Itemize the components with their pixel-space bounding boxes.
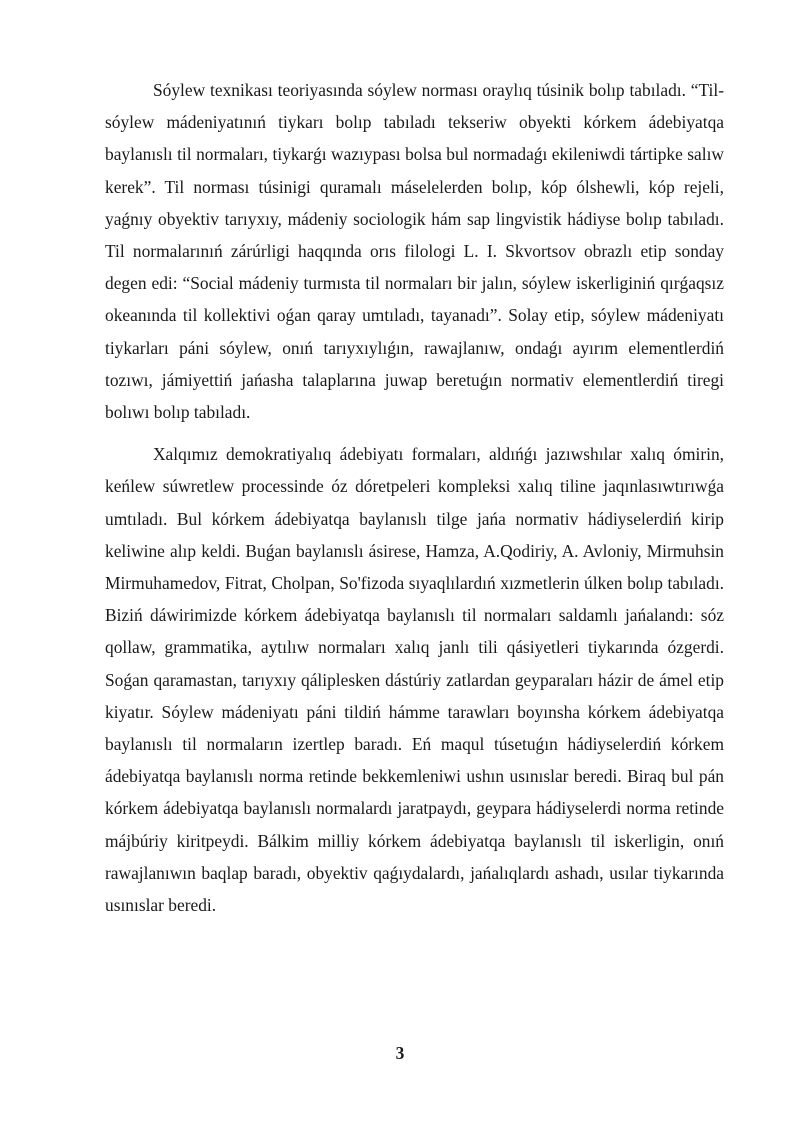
- document-body: [105, 74, 724, 921]
- page-number: 3: [395, 1043, 405, 1063]
- paragraph-1: Sóylew texnikası teoriyasında sóylew norması oraylıq túsinik bolıp tabıladı. “Til-sóylew mádeniyatınıń tiykarı bolıp tabıladı tekseriw obyekti kórkem ádebiyatqa baylanıslı til normaları, tiykarǵı wazıypası bolsa bul normadaǵı ekileniwdi tártipke salıw kerek”. Til norması túsinigi quramalı máselelerden bolıp, kóp ólshewli, kóp rejeli, yaǵnıy obyektiv tarıyxıy, mádeniy sociologik hám sap lingvistik hádiyse bolıp tabıladı. Til normalarınıń zárúrligi haqqında orıs filologi L. I. Skvortsov obrazlı etip sonday degen edi: “Social mádeniy turmısta til normaları bir jalın, sóylew iskerliginiń qırǵaqsız okeanında til kollektivi oǵan qaray umtıladı, tayanadı”. Solay etip, sóylew mádeniyatı tiykarları páni sóylew, onıń tarıyxıylıǵın, rawajlanıw, ondaǵı ayırım elementlerdiń tozıwı, jámiyettiń jańasha talaplarına juwap beretuǵın normativ elementlerdiń tiregi bolıwı bolıp tabıladı.: [105, 80, 724, 423]
- paragraph-2: Xalqımız demokratiyalıq ádebiyatı formaları, aldıńǵı jazıwshılar xalıq ómirin, keńlew súwretlew processinde óz dóretpeleri kompleksi xalıq tiline jaqınlasıwtırıwǵa umtıladı. Bul kórkem ádebiyatqa baylanıslı tilge jańa normativ hádiyselerdiń kirip keliwine alıp keldi. Buǵan baylanıslı ásirese, Hamza, A.Qodiriy, A. Avloniy, Mirmuhsin Mirmuhamedov, Fitrat, Cholpan, So'fizoda sıyaqlılardıń xızmetlerin úlken bolıp tabıladı. Biziń dáwirimizde kórkem ádebiyatqa baylanıslı til normaları saldamlı jańalandı: sóz qollaw, grammatika, aytılıw normaları xalıq janlı tili qásiyetleri tiykarında ózgerdi. Soǵan qaramastan, tarıyxıy qáliplesken dástúriy zatlardan geyparaları házir de ámel etip kiyatır. Sóylew mádeniyatı páni tildiń hámme tarawları boyınsha kórkem ádebiyatqa baylanıslı til normaların izertlep baradı. Eń maqul túsetuǵın hádiyselerdiń kórkem ádebiyatqa baylanıslı norma retinde bekkemleniwi ushın usınıslar beredi. Biraq bul pán kórkem ádebiyatqa baylanıslı normalardı jaratpaydı, geypara hádiyselerdi norma retinde májbúriy kiritpeydi. Bálkim milliy kórkem ádebiyatqa baylanıslı til iskerligin, onıń rawajlanıwın baqlap baradı, obyektiv qaǵıydalardı, jańalıqlardı ashadı, usılar tiykarında usınıslar beredi.: [105, 444, 724, 916]
